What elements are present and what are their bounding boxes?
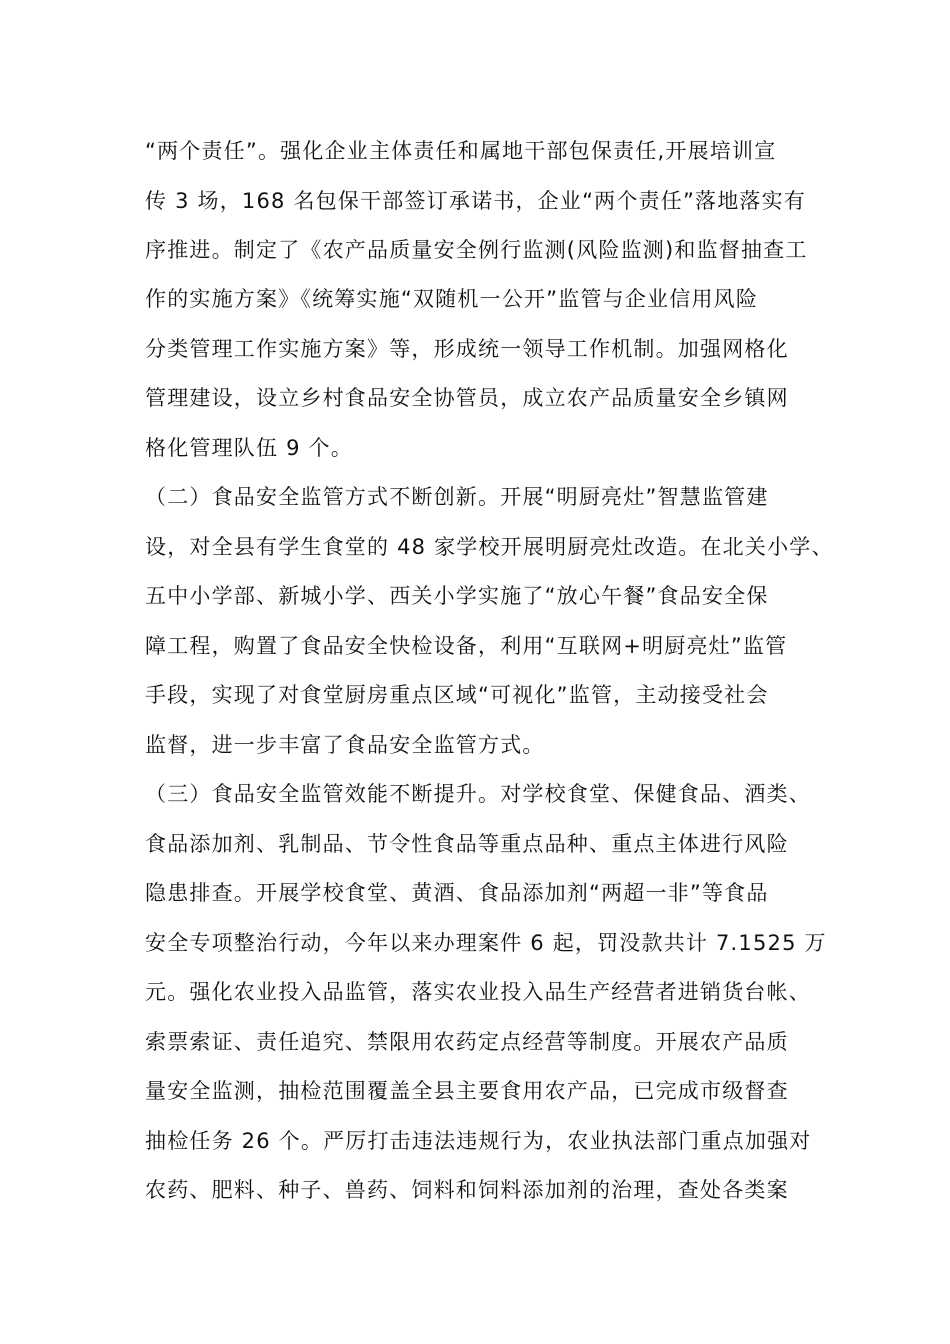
text-line: 监督，进一步丰富了食品安全监管方式。 bbox=[145, 733, 545, 757]
text-line: 障工程，购置了食品安全快检设备，利用“互联网+明厨亮灶”监管 bbox=[145, 634, 788, 658]
text-line: “两个责任”。强化企业主体责任和属地干部包保责任,开展培训宣 bbox=[145, 139, 777, 163]
text-line: 安全专项整治行动，今年以来办理案件 6 起，罚没款共计 7.1525 万 bbox=[145, 931, 827, 955]
text-line: 作的实施方案》《统筹实施“双随机一公开”监管与企业信用风险 bbox=[145, 287, 759, 311]
text-line: 管理建设，设立乡村食品安全协管员，成立农产品质量安全乡镇网 bbox=[145, 386, 789, 410]
text-line: 量安全监测，抽检范围覆盖全县主要食用农产品，已完成市级督查 bbox=[145, 1079, 789, 1103]
text-line: 抽检任务 26 个。严厉打击违法违规行为，农业执法部门重点加强对 bbox=[145, 1129, 812, 1153]
text-line: 索票索证、责任追究、禁限用农药定点经营等制度。开展农产品质 bbox=[145, 1030, 789, 1054]
text-line: 传 3 场，168 名包保干部签订承诺书，企业“两个责任”落地落实有 bbox=[145, 189, 807, 213]
text-line: （二）食品安全监管方式不断创新。开展“明厨亮灶”智慧监管建 bbox=[145, 485, 769, 509]
text-line: （三）食品安全监管效能不断提升。对学校食堂、保健食品、酒类、 bbox=[145, 782, 811, 806]
text-line: 序推进。制定了《农产品质量安全例行监测(风险监测)和监督抽查工 bbox=[145, 238, 808, 262]
text-line: 设，对全县有学生食堂的 48 家学校开展明厨亮灶改造。在北关小学、 bbox=[145, 535, 834, 559]
text-line: 农药、肥料、种子、兽药、饲料和饲料添加剂的治理，查处各类案 bbox=[145, 1178, 789, 1202]
text-line: 隐患排查。开展学校食堂、黄酒、食品添加剂“两超一非”等食品 bbox=[145, 881, 769, 905]
text-line: 食品添加剂、乳制品、节令性食品等重点品种、重点主体进行风险 bbox=[145, 832, 789, 856]
text-line: 五中小学部、新城小学、西关小学实施了“放心午餐”食品安全保 bbox=[145, 584, 769, 608]
text-line: 格化管理队伍 9 个。 bbox=[145, 436, 353, 460]
text-line: 手段，实现了对食堂厨房重点区域“可视化”监管，主动接受社会 bbox=[145, 683, 769, 707]
text-line: 分类管理工作实施方案》等，形成统一领导工作机制。加强网格化 bbox=[145, 337, 789, 361]
text-line: 元。强化农业投入品监管，落实农业投入品生产经营者进销货台帐、 bbox=[145, 980, 811, 1004]
